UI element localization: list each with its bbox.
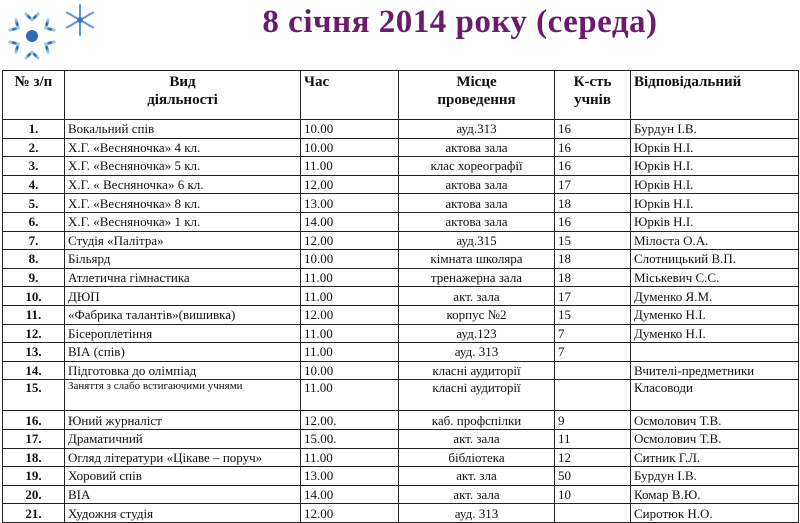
cell-time: 13.00 [301,194,399,213]
cell-activity: Х.Г. «Весняночка» 4 кл. [65,138,301,157]
table-row [3,175,799,194]
table-row [3,343,799,362]
cell-place: акт. зала [399,287,555,306]
cell-responsible: Юрків Н.І. [631,138,799,157]
cell-time: 10.00 [301,120,399,139]
cell-activity: Х.Г. « Весняночка» 6 кл. [65,175,301,194]
cell-count: 15 [555,305,631,324]
cell-count: 10 [555,485,631,504]
cell-number: 9. [3,268,65,287]
cell-number: 8. [3,250,65,269]
cell-number: 11. [3,305,65,324]
cell-responsible: Думенко Н.І. [631,324,799,343]
cell-count: 9 [555,411,631,430]
cell-responsible: Слотницький В.П. [631,250,799,269]
table-row [3,268,799,287]
cell-activity: Більярд [65,250,301,269]
table-row [3,212,799,231]
cell-count: 50 [555,467,631,486]
cell-place: бібліотека [399,448,555,467]
table-row [3,380,799,411]
cell-number: 3. [3,157,65,176]
table-row [3,361,799,380]
cell-responsible: Бурдун І.В. [631,467,799,486]
cell-number: 4. [3,175,65,194]
cell-activity: ДЮП [65,287,301,306]
cell-responsible: Комар В.Ю. [631,485,799,504]
table-row [3,305,799,324]
cell-activity: Хоровий спів [65,467,301,486]
cell-count [555,380,631,411]
cell-time: 11.00 [301,268,399,287]
snowflake-decoration [0,0,110,70]
cell-count: 12 [555,448,631,467]
cell-count [555,361,631,380]
table-row [3,194,799,213]
cell-activity: «Фабрика талантів»(вишивка) [65,305,301,324]
table-row [3,120,799,139]
cell-count: 7 [555,343,631,362]
header-place-line1: Місце [456,74,497,90]
cell-place: актова зала [399,212,555,231]
cell-number: 13. [3,343,65,362]
cell-responsible: Класоводи [631,380,799,411]
cell-count: 15 [555,231,631,250]
snowflake-small-icon [67,5,93,35]
cell-number: 17. [3,429,65,448]
cell-time: 12.00 [301,504,399,523]
cell-place: ауд. 313 [399,504,555,523]
cell-time: 11.00 [301,380,399,411]
header-count-line2: учнів [574,92,611,108]
cell-place: ауд.315 [399,231,555,250]
cell-activity: Підготовка до олімпіад [65,361,301,380]
header-activity-line2: діяльності [147,92,218,108]
cell-time: 12.00 [301,231,399,250]
cell-activity: Бісероплетіння [65,324,301,343]
table-row [3,429,799,448]
cell-activity: ВІА (спів) [65,343,301,362]
cell-number: 5. [3,194,65,213]
cell-place: класні аудиторії [399,380,555,411]
cell-place: ауд.123 [399,324,555,343]
cell-activity: Х.Г. «Весняночка» 8 кл. [65,194,301,213]
header-number: № з/п [3,71,65,120]
table-row [3,157,799,176]
table-row [3,485,799,504]
cell-activity: Драматичний [65,429,301,448]
cell-count: 16 [555,120,631,139]
table-row [3,448,799,467]
cell-number: 15. [3,380,65,411]
cell-responsible: Осмолович Т.В. [631,411,799,430]
cell-time: 12.00. [301,411,399,430]
table-row [3,467,799,486]
cell-number: 12. [3,324,65,343]
cell-number: 18. [3,448,65,467]
cell-time: 11.00 [301,287,399,306]
header-place [399,71,555,120]
cell-responsible: Бурдун І.В. [631,120,799,139]
cell-time: 10.00 [301,250,399,269]
cell-activity: ВІА [65,485,301,504]
table-row [3,250,799,269]
header-place-line2: проведення [437,92,516,108]
cell-number: 19. [3,467,65,486]
cell-count: 7 [555,324,631,343]
cell-place: актова зала [399,194,555,213]
cell-count: 17 [555,175,631,194]
table-row [3,287,799,306]
cell-time: 10.00 [301,361,399,380]
table-row [3,231,799,250]
page-title: 8 січня 2014 року (середа) [262,4,658,40]
header-activity [65,71,301,120]
table-row [3,138,799,157]
cell-number: 7. [3,231,65,250]
table-row [3,324,799,343]
cell-responsible: Вчителі-предметники [631,361,799,380]
cell-number: 20. [3,485,65,504]
cell-count: 11 [555,429,631,448]
cell-time: 11.00 [301,324,399,343]
cell-activity: Заняття з слабо встигаючими учнями [65,380,301,411]
cell-time: 15.00. [301,429,399,448]
header-activity-line1: Вид [169,74,196,90]
cell-place: клас хореографії [399,157,555,176]
cell-responsible: Мілоста О.А. [631,231,799,250]
cell-number: 6. [3,212,65,231]
header-responsible: Відповідальний [631,71,799,120]
cell-responsible [631,343,799,362]
cell-place: корпус №2 [399,305,555,324]
cell-time: 11.00 [301,157,399,176]
snowflake-icon [5,8,59,64]
cell-responsible: Осмолович Т.В. [631,429,799,448]
header-count [555,71,631,120]
cell-responsible: Думенко Н.І. [631,305,799,324]
cell-count: 16 [555,138,631,157]
cell-activity: Студія «Палітра» [65,231,301,250]
cell-count: 17 [555,287,631,306]
cell-time: 11.00 [301,343,399,362]
cell-activity: Вокальний спів [65,120,301,139]
cell-place: каб. профспілки [399,411,555,430]
cell-activity: Огляд літератури «Цікаве – поруч» [65,448,301,467]
cell-responsible: Сиротюк Н.О. [631,504,799,523]
cell-number: 2. [3,138,65,157]
table-header-row [3,71,799,120]
cell-count: 16 [555,212,631,231]
cell-responsible: Ситник Г.Л. [631,448,799,467]
cell-place: ауд.313 [399,120,555,139]
cell-responsible: Юрків Н.І. [631,175,799,194]
cell-place: класні аудиторії [399,361,555,380]
cell-activity: Юний журналіст [65,411,301,430]
cell-activity: Х.Г. «Весняночка» 1 кл. [65,212,301,231]
cell-count: 16 [555,157,631,176]
cell-number: 14. [3,361,65,380]
cell-count: 18 [555,250,631,269]
cell-activity: Атлетична гімнастика [65,268,301,287]
cell-responsible: Юрків Н.І. [631,194,799,213]
cell-place: акт. зала [399,485,555,504]
cell-number: 16. [3,411,65,430]
cell-place: кімната школяра [399,250,555,269]
cell-time: 14.00 [301,212,399,231]
cell-time: 10.00 [301,138,399,157]
cell-number: 21. [3,504,65,523]
cell-responsible: Юрків Н.І. [631,212,799,231]
cell-time: 11.00 [301,448,399,467]
cell-place: актова зала [399,175,555,194]
cell-time: 13.00 [301,467,399,486]
cell-responsible: Юрків Н.І. [631,157,799,176]
cell-activity: Художня студія [65,504,301,523]
cell-time: 14.00 [301,485,399,504]
cell-time: 12.00 [301,305,399,324]
cell-responsible: Міськевич С.С. [631,268,799,287]
table-row [3,411,799,430]
cell-time: 12.00 [301,175,399,194]
cell-responsible: Думенко Я.М. [631,287,799,306]
cell-number: 1. [3,120,65,139]
cell-place: актова зала [399,138,555,157]
header-count-line1: К-сть [573,74,612,90]
cell-number: 10. [3,287,65,306]
cell-count: 18 [555,268,631,287]
cell-place: акт. зла [399,467,555,486]
cell-count: 18 [555,194,631,213]
cell-place: ауд. 313 [399,343,555,362]
schedule-table [2,70,799,523]
cell-place: тренажерна зала [399,268,555,287]
cell-place: акт. зала [399,429,555,448]
cell-activity: Х.Г. «Весняночка» 5 кл. [65,157,301,176]
header-time: Час [301,71,399,120]
